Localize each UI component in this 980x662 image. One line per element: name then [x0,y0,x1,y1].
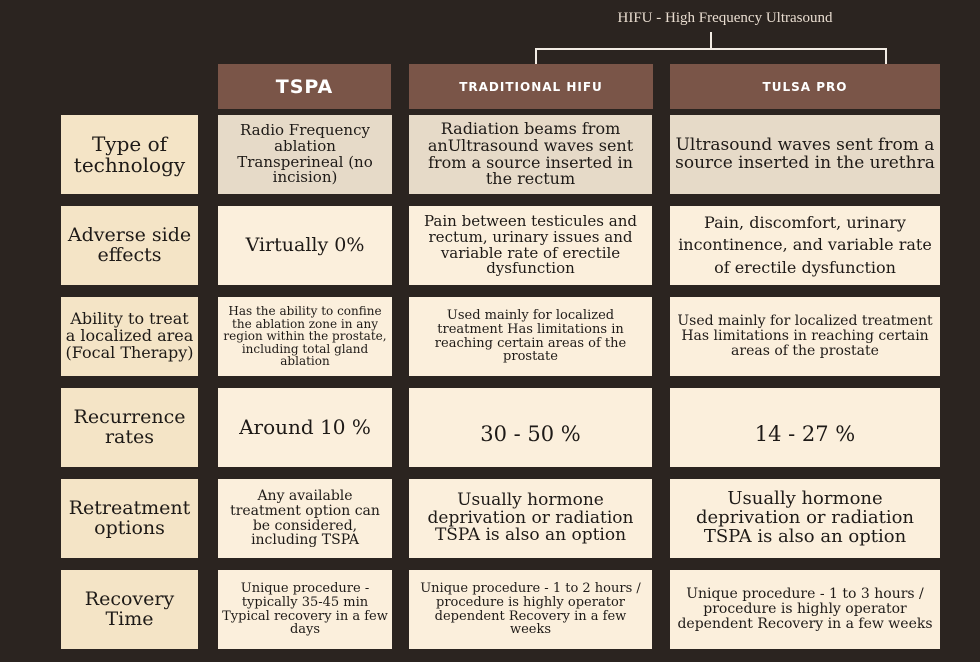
cell-hifu-retreatment: Usually hormone deprivation or radiation TSPA is also an option [409,479,652,558]
hifu-bracket-label: HIFU - High Frequency Ultrasound [617,10,833,26]
cell-tulsa-technology: Ultrasound waves sent from a source inserted in the urethra [670,115,940,194]
row-label-side-effects: Adverse side effects [61,206,198,285]
cell-tspa-focal-therapy: Has the ability to confine the ablation zone in any region within the prostate, including total gland ablation [218,297,392,376]
header-traditional-hifu: TRADITIONAL HIFU [409,64,653,109]
row-label-recovery: Recovery Time [61,570,198,649]
cell-tspa-technology: Radio Frequency ablation Transperineal (no incision) [218,115,392,194]
cell-tulsa-focal-therapy: Used mainly for localized treatment Has limitations in reaching certain areas of the prostate [670,297,940,376]
cell-tulsa-recovery: Unique procedure - 1 to 3 hours / procedure is highly operator dependent Recovery in a few weeks [670,570,940,649]
cell-hifu-technology: Radiation beams from anUltrasound waves sent from a source inserted in the rectum [409,115,652,194]
cell-hifu-focal-therapy: Used mainly for localized treatment Has limitations in reaching certain areas of the prostate [409,297,652,376]
cell-tspa-retreatment: Any available treatment option can be considered, including TSPA [218,479,392,558]
cell-tulsa-side-effects: Pain, discomfort, urinary incontinence, and variable rate of erectile dysfunction [670,206,940,285]
cell-tspa-recurrence: Around 10 % [218,388,392,467]
cell-tulsa-retreatment: Usually hormone deprivation or radiation TSPA is also an option [670,479,940,558]
header-tspa: TSPA [218,64,391,109]
bracket-stem [710,32,712,49]
cell-tspa-recovery: Unique procedure - typically 35-45 min Typical recovery in a few days [218,570,392,649]
cell-hifu-recurrence: 30 - 50 % [409,388,652,467]
row-label-focal-therapy: Ability to treat a localized area (Focal Therapy) [61,297,198,376]
cell-hifu-side-effects: Pain between testicules and rectum, urinary issues and variable rate of erectile dysfunction [409,206,652,285]
row-label-technology: Type of technology [61,115,198,194]
cell-tulsa-recurrence: 14 - 27 % [670,388,940,467]
row-label-recurrence: Recurrence rates [61,388,198,467]
cell-tspa-side-effects: Virtually 0% [218,206,392,285]
row-label-retreatment: Retreatment options [61,479,198,558]
cell-hifu-recovery: Unique procedure - 1 to 2 hours / procedure is highly operator dependent Recovery in a few weeks [409,570,652,649]
header-tulsa-pro: TULSA PRO [670,64,940,109]
